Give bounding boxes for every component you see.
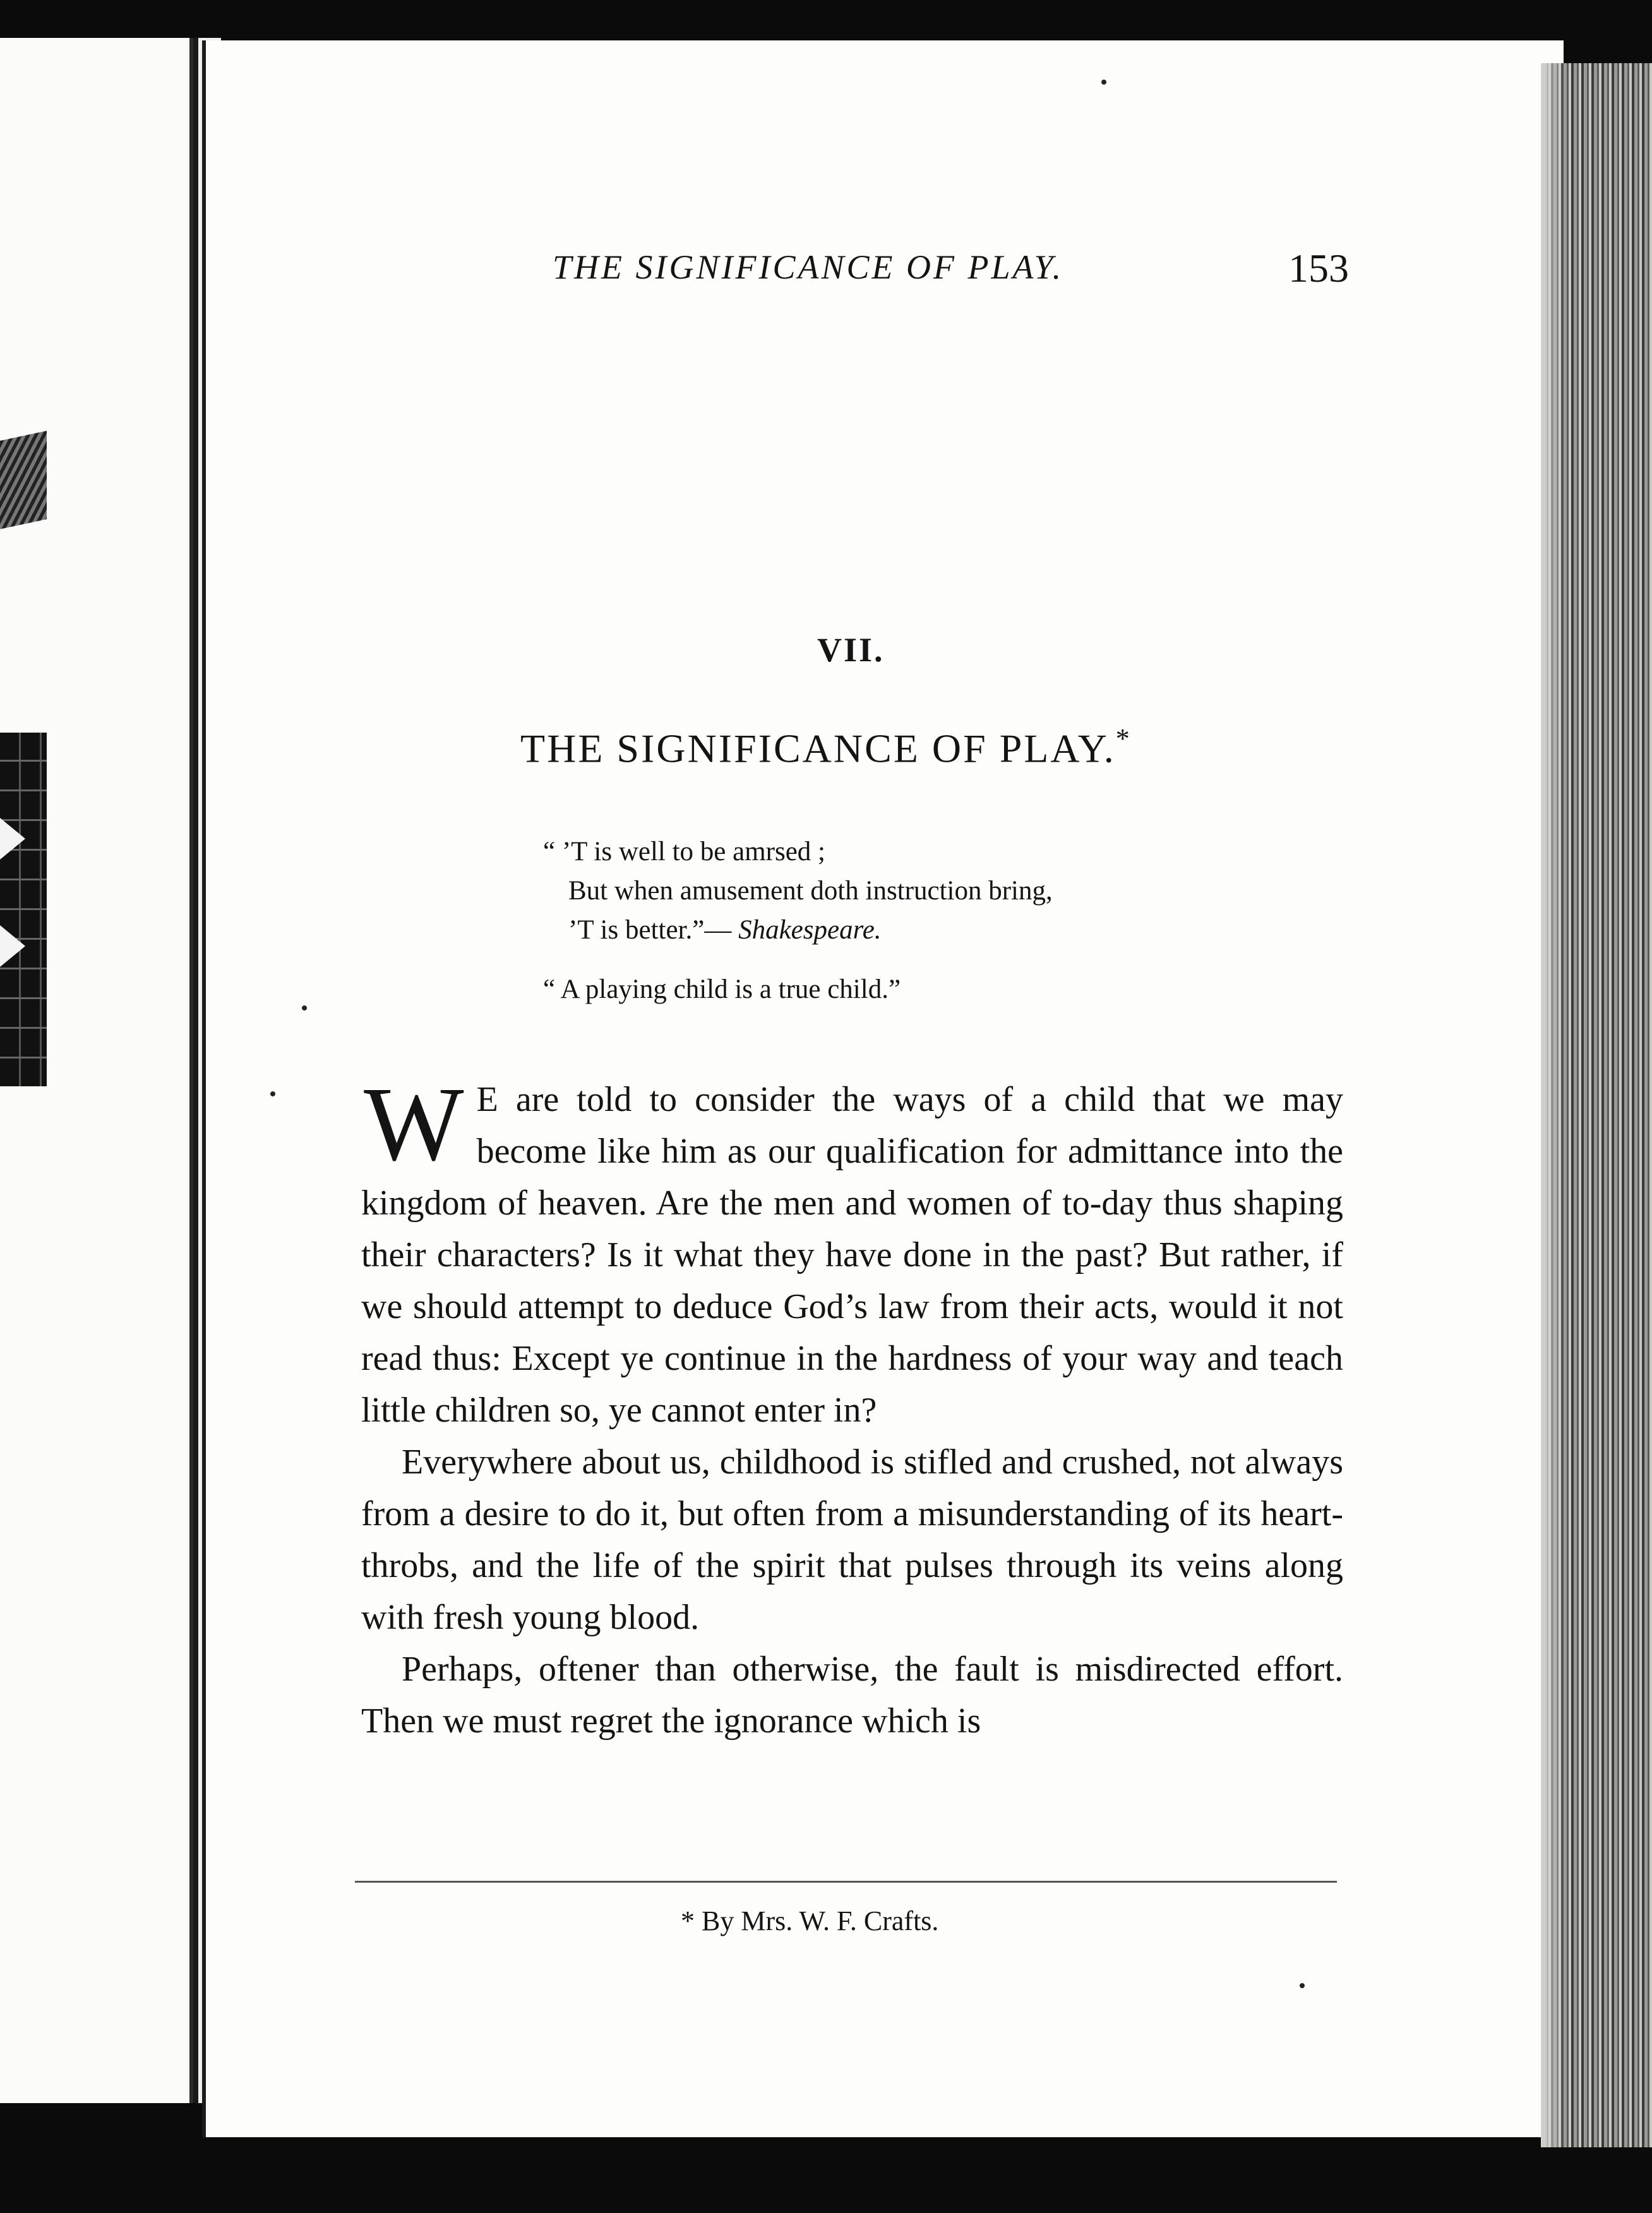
arrow-icon xyxy=(0,922,25,970)
paragraph-text: E are told to consider the ways of a child that we may become like him as our qualification for admittance into the kingdom of heaven. Are the men and women of to-day thus shaping their characters? Is it what they have done in the past? But rather, if we should attempt to deduce God’s law from their acts, would it not read thus: Except ye continue in the hardness of your way and teach little children so, ye cannot enter in? xyxy=(361,1080,1343,1430)
epigraph-line: But when amusement doth instruction bring, xyxy=(568,876,1053,906)
paragraph: Everywhere about us, childhood is stifled and crushed, not always from a desire to do it, but often from a misunderstanding of its heart-throbs, and the life of the spirit that pulses through its veins along with fresh young blood. xyxy=(361,1442,1343,1637)
epigraph-quote xyxy=(543,832,1053,950)
facing-page-illustration-fragment xyxy=(0,431,47,529)
chapter-title-text: THE SIGNIFICANCE OF PLAY. xyxy=(520,726,1116,771)
footnote-rule xyxy=(355,1881,1337,1883)
facing-page xyxy=(0,38,193,2103)
epigraph-attribution: Shakespeare. xyxy=(738,915,882,945)
epigraph-line-text: ’T is better.”— xyxy=(568,915,732,945)
body-text xyxy=(361,1065,1343,1747)
running-head: THE SIGNIFICANCE OF PLAY. xyxy=(553,248,1064,286)
epigraph-line: “ ’T is well to be amrsed ; xyxy=(543,837,826,867)
print-speck xyxy=(270,1091,275,1096)
print-speck xyxy=(1300,1983,1305,1988)
chapter-number: VII. xyxy=(817,631,885,669)
footnote-marker: * xyxy=(1115,723,1132,754)
drop-cap: W xyxy=(364,1065,464,1183)
print-speck xyxy=(302,1005,307,1011)
print-speck xyxy=(1101,80,1106,85)
footnote: * By Mrs. W. F. Crafts. xyxy=(681,1905,939,1936)
epigraph-line xyxy=(543,911,1053,950)
paragraph xyxy=(361,1065,1343,1436)
paragraph: Perhaps, oftener than otherwise, the fault is misdirected effort. Then we must regret the ignorance which is xyxy=(361,1650,1343,1741)
facing-page-diagram-fragment xyxy=(0,733,47,1086)
page-number: 153 xyxy=(1288,246,1349,291)
arrow-icon xyxy=(0,815,25,863)
chapter-title xyxy=(520,723,1132,772)
epigraph-second-quote: “ A playing child is a true child.” xyxy=(543,975,901,1004)
page-edges xyxy=(1541,63,1652,2147)
